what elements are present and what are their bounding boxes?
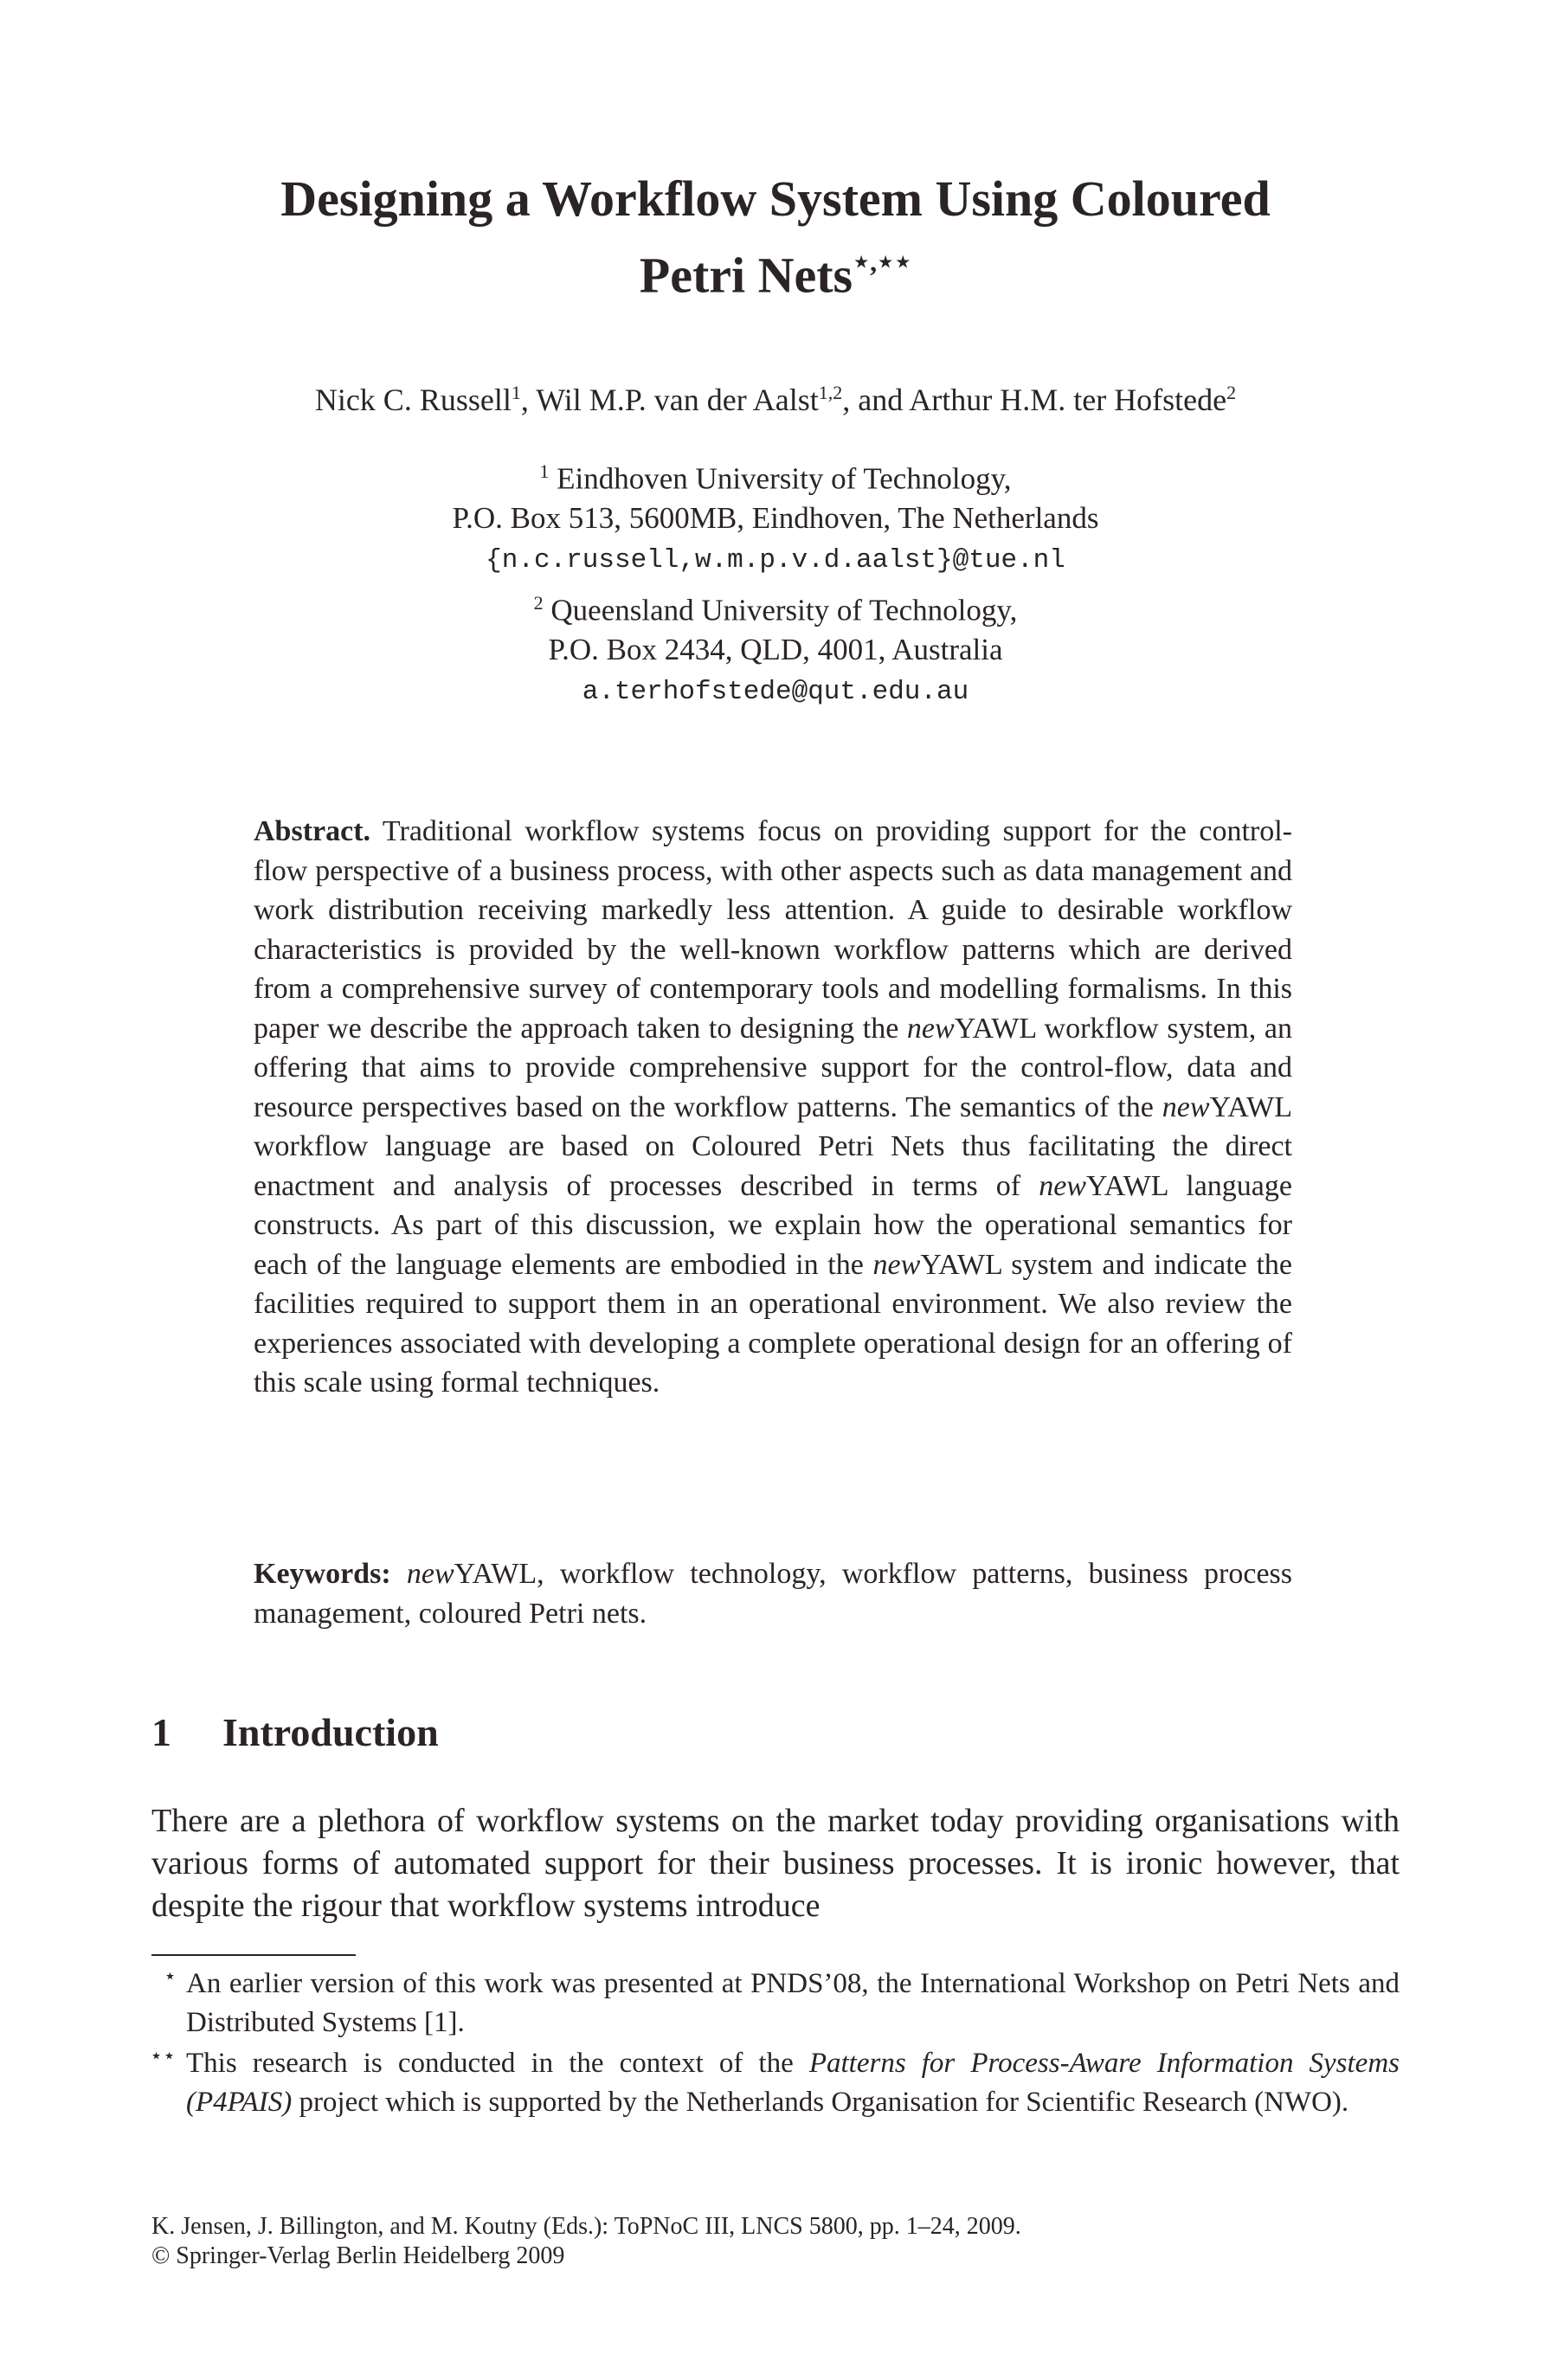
intro-paragraph: There are a plethora of workflow systems on the market today providing organisations with various forms of automated support for their business processes. It is ironic however, that despite the rigour that workflow systems introduce: [151, 1803, 1400, 1924]
affiliation-1: [0, 452, 1551, 580]
abstract-text: YAWL language constructs. As part of this discussion, we explain how the operational semantics for each of the language elements are embodied in the: [254, 1169, 1292, 1281]
abstract-new-prefix: new: [1162, 1090, 1210, 1123]
affiliation-email: a.terhofstede@qut.edu.au: [582, 676, 969, 707]
author-separator: , and: [842, 383, 910, 417]
paper-title: [0, 166, 1551, 308]
copyright-line: © Springer-Verlag Berlin Heidelberg 2009: [151, 2242, 565, 2269]
section-heading: [151, 1707, 439, 1759]
abstract-text: Traditional workflow systems focus on providing support for the control-flow perspective of a business process, with other aspects such as data management and work distribution receiving markedly less attention. A guide to desirable workflow characteristics is provided by the well-known workflow patterns which are derived from a comprehensive survey of contemporary tools and modelling formalisms. In this paper we describe the approach taken to designing the: [254, 815, 1292, 1045]
author-name: Nick C. Russell: [314, 383, 512, 417]
footnote-1: [164, 1965, 1400, 2042]
footnote-divider: [151, 1954, 356, 1956]
title-line-2: Petri Nets: [639, 247, 853, 304]
affiliation-email: {n.c.russell,w.m.p.v.d.aalst}@tue.nl: [486, 544, 1065, 576]
section-title: Introduction: [222, 1710, 439, 1754]
author-separator: ,: [520, 383, 537, 417]
abstract-text: YAWL workflow system, an offering that aims to provide comprehensive support for the control-flow, data and resource perspectives based on the workflow patterns. The semantics of the: [254, 1012, 1292, 1123]
affiliation-address: P.O. Box 513, 5600MB, Eindhoven, The Netherlands: [452, 500, 1099, 535]
title-footnote-marks: ⋆,⋆⋆: [853, 246, 912, 277]
author-affiliation-mark: 1: [511, 382, 521, 403]
abstract-label: Abstract.: [254, 815, 371, 847]
title-line-1: Designing a Workflow System Using Coloured: [280, 170, 1271, 227]
section-number: 1: [151, 1710, 171, 1754]
footnote-text: This research is conducted in the context of the: [186, 2048, 809, 2079]
footnote-project-name: Patterns for Process-Aware Information Systems (P4PAIS): [186, 2048, 1400, 2118]
keywords-new-prefix: new: [406, 1558, 454, 1590]
footnote-text: An earlier version of this work was presented at PNDS’08, the International Workshop on Petri Nets and Distributed Systems [1].: [186, 1968, 1400, 2038]
abstract-new-prefix: new: [872, 1248, 921, 1281]
abstract-new-prefix: new: [906, 1012, 955, 1045]
footnote-mark: ⋆: [164, 1965, 177, 1988]
affiliation-institution: Queensland University of Technology,: [550, 593, 1018, 627]
abstract-new-prefix: new: [1039, 1169, 1086, 1202]
affiliation-2: [0, 583, 1551, 711]
author-name: Arthur H.M. ter Hofstede: [909, 383, 1227, 417]
affiliation-institution: Eindhoven University of Technology,: [557, 461, 1012, 496]
footnote-text: project which is supported by the Netherlands Organisation for Scientific Research (NWO).: [292, 2087, 1349, 2118]
author-affiliation-mark: 1,2: [818, 382, 843, 403]
author-name: Wil M.P. van der Aalst: [536, 383, 819, 417]
abstract-text: YAWL system and indicate the facilities required to support them in an operational environment. We also review the experiences associated with developing a complete operational design for an offering of this scale using formal techniques.: [254, 1248, 1292, 1399]
abstract: [254, 812, 1292, 1403]
publication-footer: [151, 2212, 1021, 2271]
keywords-label: Keywords:: [254, 1558, 391, 1590]
footnote-2: [150, 2044, 1400, 2122]
affiliation-address: P.O. Box 2434, QLD, 4001, Australia: [548, 632, 1003, 666]
abstract-text: YAWL workflow language are based on Coloured Petri Nets thus facilitating the direct enactment and analysis of processes described in terms of: [254, 1090, 1292, 1202]
author-affiliation-mark: 2: [1226, 382, 1237, 403]
affiliation-number: 1: [539, 460, 550, 482]
keywords-text: YAWL, workflow technology, workflow patterns, business process management, coloured Petri nets.: [254, 1558, 1292, 1630]
keywords: [254, 1554, 1292, 1633]
author-list: [0, 374, 1551, 419]
citation-line: K. Jensen, J. Billington, and M. Koutny (Eds.): ToPNoC III, LNCS 5800, pp. 1–24, 2009.: [151, 2213, 1021, 2240]
affiliation-number: 2: [533, 592, 544, 614]
footnote-mark: ⋆⋆: [150, 2045, 177, 2068]
